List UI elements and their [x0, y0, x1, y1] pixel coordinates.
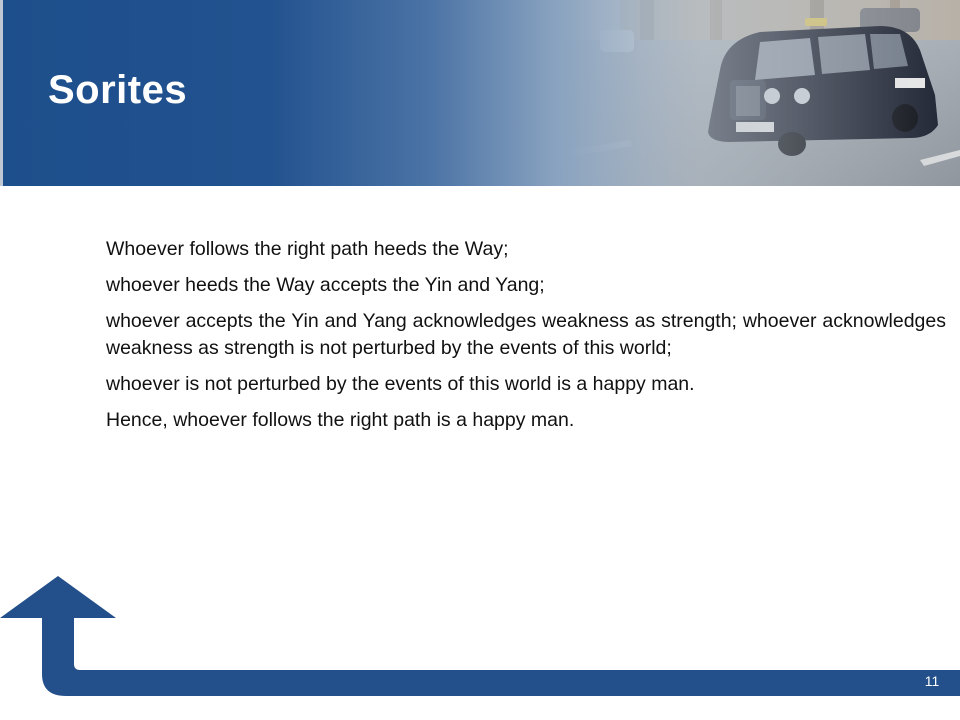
paragraph: whoever heeds the Way accepts the Yin and Yang;	[106, 274, 545, 296]
paragraph: whoever is not perturbed by the events of this world is a happy man.	[106, 373, 695, 395]
header-banner	[0, 0, 960, 186]
page-number: 11	[924, 673, 940, 689]
paragraph: Whoever follows the right path heeds the Way;	[106, 238, 509, 260]
up-turn-arrow-icon	[0, 570, 960, 720]
paragraph: Hence, whoever follows the right path is a happy man.	[106, 409, 575, 431]
slide-body	[106, 236, 946, 443]
taxi-photo	[560, 0, 960, 186]
slide-title: Sorites	[48, 68, 188, 112]
paragraph: whoever accepts the Yin and Yang acknowledges weakness as strength; whoever acknowledges weakness as strength is not perturbed by the events of this world;	[106, 310, 946, 359]
